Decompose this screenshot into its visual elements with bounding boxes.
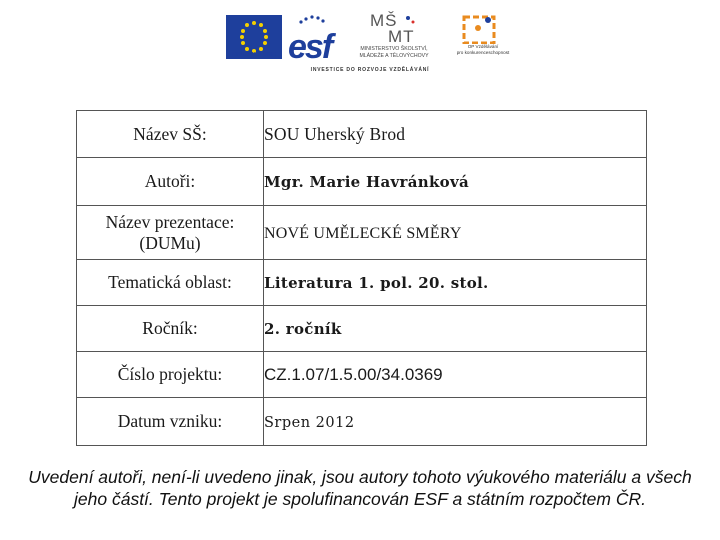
thematic-area: Literatura 1. pol. 20. stol. [264, 273, 489, 292]
op-caption [455, 44, 511, 55]
project-number: CZ.1.07/1.5.00/34.0369 [264, 364, 443, 384]
op-logo [458, 14, 500, 44]
table-row [77, 398, 647, 446]
table-row [77, 158, 647, 206]
creation-date: Srpen 2012 [264, 414, 355, 431]
msmt-caption [344, 46, 444, 59]
row-value [264, 398, 647, 446]
school-name: SOU Uherský Brod [264, 123, 406, 144]
svg-text:MŠ: MŠ [370, 11, 398, 30]
table-row [77, 111, 647, 158]
row-label: Název prezentace: (DUMu) [77, 206, 264, 260]
table-row [77, 306, 647, 352]
authorship-note: Uvedení autoři, není-li uvedeno jinak, jsou autory tohoto výukového materiálu a všech jeho částí. Tento projekt je spolufinancován ESF a státním rozpočtem ČR. [28, 467, 692, 509]
eu-caption: EVROPSKÁ UNIE [232, 52, 276, 58]
row-value [264, 352, 647, 398]
row-label: Název SŠ: [77, 111, 264, 158]
msmt-caption-line1: MINISTERSTVO ŠKOLSTVÍ, [360, 46, 428, 52]
row-label: Číslo projektu: [77, 352, 264, 398]
row-label: Ročník: [77, 306, 264, 352]
op-caption-line1: OP Vzdělávání [467, 44, 499, 49]
msmt-caption-line2: MLÁDEŽE A TĚLOVÝCHOVY [359, 52, 429, 59]
investment-tagline: INVESTICE DO ROZVOJE VZDĚLÁVÁNÍ [310, 67, 430, 73]
table-row [77, 352, 647, 398]
logo-strip [0, 0, 720, 80]
row-value [264, 206, 647, 260]
esf-wordmark: esf [288, 28, 332, 66]
op-caption-line2: pro konkurenceschopnost [456, 49, 510, 55]
row-value [264, 158, 647, 206]
row-value [264, 306, 647, 352]
row-label: Autoři: [77, 158, 264, 206]
row-value [264, 111, 647, 158]
svg-text:MT: MT [388, 27, 415, 44]
table-row [77, 206, 647, 260]
info-table [76, 110, 647, 446]
row-label: Tematická oblast: [77, 260, 264, 306]
row-value [264, 260, 647, 306]
msmt-logo [368, 10, 428, 44]
grade: 2. ročník [264, 319, 342, 338]
row-label: Datum vzniku: [77, 398, 264, 446]
presentation-title: NOVÉ UMĚLECKÉ SMĚRY [264, 224, 462, 242]
author-name: Mgr. Marie Havránková [264, 172, 470, 191]
table-row [77, 260, 647, 306]
